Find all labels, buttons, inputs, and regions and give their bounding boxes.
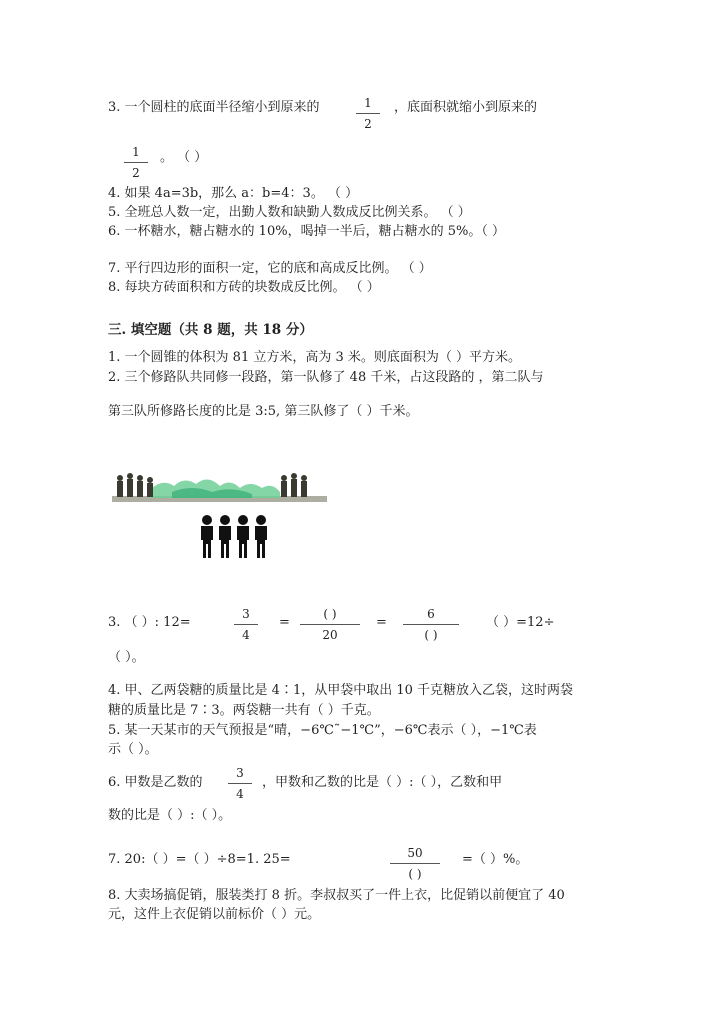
fraction-denominator: 2 xyxy=(364,117,372,131)
fill-q5-line1: 5. 某一天某市的天气预报是“晴，−6℃˜−1℃”，−6℃表示（ ），−1℃表 xyxy=(108,723,537,738)
fraction-numerator: 50 xyxy=(407,846,423,860)
fill-q2-line2: 第三队所修路长度的比是 3:5, 第三队修了（ ）千米。 xyxy=(108,404,419,419)
fraction-bar xyxy=(300,624,360,625)
judge-q3-answer: 。 （ ） xyxy=(160,150,208,165)
fraction-numerator: ( ) xyxy=(323,607,337,621)
judge-q3-fraction-2 xyxy=(124,145,148,180)
fill-q3-fraction-1 xyxy=(234,607,258,642)
fraction-denominator: 4 xyxy=(236,787,244,801)
fill-q6-text-c: 数的比是（ ）:（ ）。 xyxy=(108,808,232,823)
judge-q6: 6. 一杯糖水，糖占糖水的 10%，喝掉一半后，糖占糖水的 5%。（ ） xyxy=(108,224,505,239)
fraction-bar xyxy=(124,162,148,163)
fraction-numerator: 6 xyxy=(427,607,435,621)
fraction-bar xyxy=(228,783,252,784)
fill-q8-line1: 8. 大卖场搞促销，服装类打 8 折。李叔叔买了一件上衣，比促销以前便宜了 40 xyxy=(108,888,565,903)
fraction-numerator: 3 xyxy=(236,766,244,780)
fill-q3-fraction-3 xyxy=(403,607,459,642)
judge-q5: 5. 全班总人数一定，出勤人数和缺勤人数成反比例关系。 （ ） xyxy=(108,205,471,220)
fraction-denominator: 20 xyxy=(322,628,338,642)
fraction-bar xyxy=(403,624,459,625)
fraction-bar xyxy=(356,113,380,114)
fill-q7-fraction xyxy=(390,846,440,881)
fraction-denominator: ( ) xyxy=(424,628,438,642)
fill-q3-text: 3. （ ）: 12= xyxy=(108,615,191,630)
judge-q3-fraction xyxy=(356,96,380,131)
fill-q4-line1: 4. 甲、乙两袋糖的质量比是 4∶1，从甲袋中取出 10 千克糖放入乙袋，这时两袋 xyxy=(108,683,574,698)
fill-q6-text-a: 6. 甲数是乙数的 xyxy=(108,775,203,790)
judge-q3-text-b: ，底面积就缩小到原来的 xyxy=(394,100,538,115)
fraction-numerator: 1 xyxy=(364,96,372,110)
fill-q3-fraction-2 xyxy=(300,607,360,642)
fraction-denominator: 2 xyxy=(132,166,140,180)
fraction-denominator: ( ) xyxy=(408,867,422,881)
fill-q6-text-b: ，甲数和乙数的比是（ ）:（ ），乙数和甲 xyxy=(262,775,503,790)
equals-sign: = xyxy=(279,615,290,630)
fill-q3-text-b: （ ）=12÷ xyxy=(486,615,555,630)
fill-q4-line2: 糖的质量比是 7∶3。两袋糖一共有（ ）千克。 xyxy=(108,703,380,718)
judge-q3-text: 3. 一个圆柱的底面半径缩小到原来的 xyxy=(108,100,320,115)
fill-q7-text-b: =（ ）%。 xyxy=(462,852,529,867)
road-workers-illustration xyxy=(112,468,327,563)
fill-q3-text-c: （ ）。 xyxy=(108,650,145,665)
road-workers-image xyxy=(112,468,327,563)
fraction-bar xyxy=(390,863,440,864)
section-title: 三. 填空题（共 8 题，共 18 分） xyxy=(108,322,313,338)
fill-q8-line2: 元，这件上衣促销以前标价（ ）元。 xyxy=(108,907,321,922)
fill-q1: 1. 一个圆锥的体积为 81 立方米，高为 3 米。则底面积为（ ）平方米。 xyxy=(108,350,522,365)
fraction-numerator: 3 xyxy=(242,607,250,621)
fraction-numerator: 1 xyxy=(132,145,140,159)
fraction-denominator: 4 xyxy=(242,628,250,642)
judge-q4: 4. 如果 4a=3b，那么 a：b=4：3。 （ ） xyxy=(108,186,359,201)
fill-q6-fraction xyxy=(228,766,252,801)
judge-q8: 8. 每块方砖面积和方砖的块数成反比例。 （ ） xyxy=(108,280,380,295)
fill-q7-text-a: 7. 20:（ ）=（ ）÷8=1. 25= xyxy=(108,852,291,867)
equals-sign: = xyxy=(376,615,387,630)
judge-q7: 7. 平行四边形的面积一定，它的底和高成反比例。 （ ） xyxy=(108,261,432,276)
fill-q2-line1: 2. 三个修路队共同修一段路，第一队修了 48 千米，占这段路的 ，第二队与 xyxy=(108,370,544,385)
fill-q5-line2: 示（ ）。 xyxy=(108,742,158,757)
fraction-bar xyxy=(234,624,258,625)
